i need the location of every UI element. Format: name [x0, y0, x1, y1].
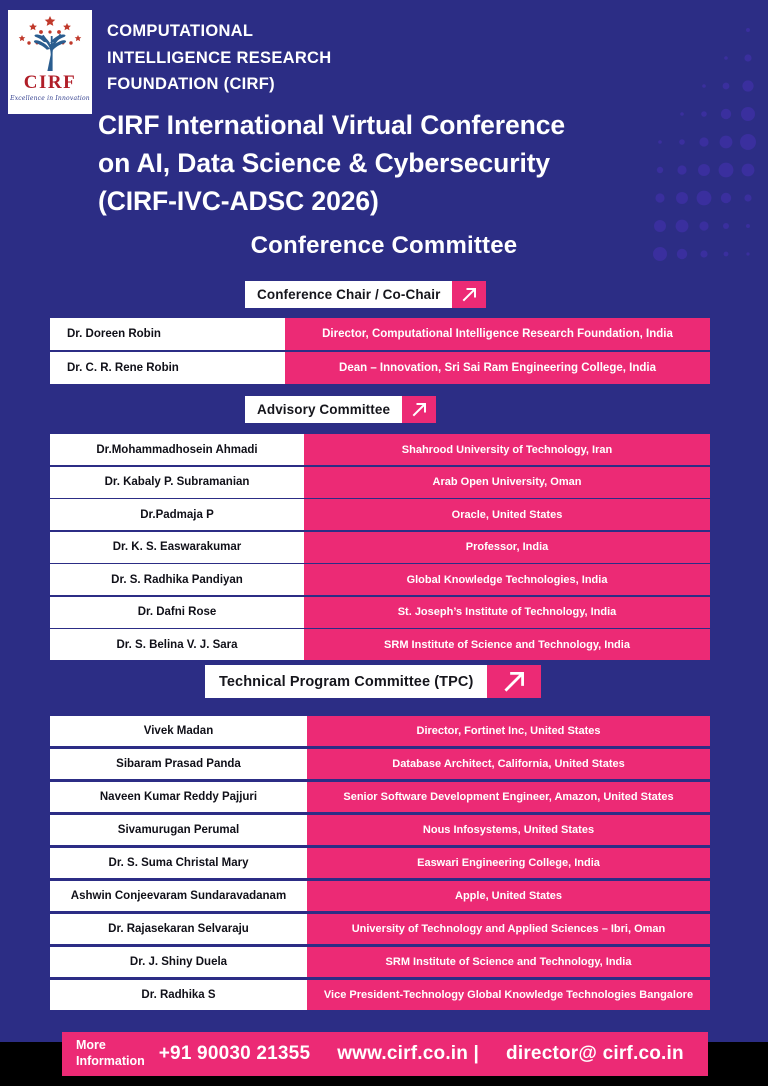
- member-affiliation: Director, Computational Intelligence Research Foundation, India: [285, 318, 710, 350]
- table-row: [50, 532, 710, 563]
- table-row: [50, 434, 710, 465]
- section-heading-label: Advisory Committee: [245, 396, 402, 423]
- member-name: Sibaram Prasad Panda: [50, 749, 307, 779]
- member-name: Ashwin Conjeevaram Sundaravadanam: [50, 881, 307, 911]
- member-name: Naveen Kumar Reddy Pajjuri: [50, 782, 307, 812]
- member-affiliation: Global Knowledge Technologies, India: [304, 564, 710, 595]
- member-affiliation: Professor, India: [304, 532, 710, 563]
- table-row: [50, 499, 710, 530]
- table-row: [50, 629, 710, 660]
- member-name: Dr.Padmaja P: [50, 499, 304, 530]
- cirf-logo: [8, 10, 92, 114]
- section-heading-label: Technical Program Committee (TPC): [205, 665, 487, 698]
- member-name: Dr. Doreen Robin: [50, 318, 285, 350]
- logo-tagline: Excellence in Innovation: [10, 95, 90, 102]
- table-row: [50, 597, 710, 628]
- member-affiliation: University of Technology and Applied Sciences – Ibri, Oman: [307, 914, 710, 944]
- table-row: [50, 980, 710, 1010]
- member-name: Dr. J. Shiny Duela: [50, 947, 307, 977]
- member-name: Dr. S. Radhika Pandiyan: [50, 564, 304, 595]
- member-affiliation: Apple, United States: [307, 881, 710, 911]
- logo-wordmark: CIRF: [23, 72, 77, 93]
- org-line-1: COMPUTATIONAL: [107, 22, 254, 40]
- more-information-label: [76, 1038, 145, 1069]
- more-line-2: Information: [76, 1054, 145, 1068]
- arrow-up-right-icon: [487, 665, 541, 698]
- member-affiliation: Nous Infosystems, United States: [307, 815, 710, 845]
- table-row: [50, 947, 710, 977]
- section-heading-label: Conference Chair / Co-Chair: [245, 281, 452, 308]
- section-header-advisory: [245, 396, 436, 423]
- arrow-up-right-icon: [402, 396, 436, 423]
- advisory-member-list: [50, 434, 710, 662]
- member-affiliation: SRM Institute of Science and Technology, India: [304, 629, 710, 660]
- table-row: [50, 564, 710, 595]
- table-row: [50, 716, 710, 746]
- email-link[interactable]: director@ cirf.co.in: [506, 1043, 684, 1064]
- section-header-tpc: [205, 665, 541, 698]
- title-line-1: CIRF International Virtual Conference: [98, 110, 565, 140]
- member-name: Vivek Madan: [50, 716, 307, 746]
- title-line-3: (CIRF-IVC-ADSC 2026): [98, 186, 379, 217]
- member-name: Dr. S. Suma Christal Mary: [50, 848, 307, 878]
- member-name: Dr. K. S. Easwarakumar: [50, 532, 304, 563]
- member-name: Dr. S. Belina V. J. Sara: [50, 629, 304, 660]
- org-line-3: FOUNDATION (CIRF): [107, 75, 275, 94]
- page-title: Conference Committee: [250, 232, 518, 259]
- table-row: [50, 782, 710, 812]
- arrow-up-right-icon: [452, 281, 486, 308]
- member-affiliation: Vice President-Technology Global Knowledge Technologies Bangalore: [307, 980, 710, 1010]
- member-name: Dr. Radhika S: [50, 980, 307, 1010]
- member-affiliation: Senior Software Development Engineer, Amazon, United States: [307, 782, 710, 812]
- table-row: [50, 815, 710, 845]
- member-affiliation: SRM Institute of Science and Technology, India: [307, 947, 710, 977]
- member-affiliation: Oracle, United States: [304, 499, 710, 530]
- tree-logo-icon: [13, 13, 87, 75]
- member-affiliation: Shahrood University of Technology, Iran: [304, 434, 710, 465]
- member-affiliation: St. Joseph’s Institute of Technology, India: [304, 597, 710, 628]
- member-name: Dr. C. R. Rene Robin: [50, 352, 285, 384]
- organisation-name: [107, 18, 331, 98]
- member-name: Dr. Kabaly P. Subramanian: [50, 467, 304, 498]
- more-line-1: More: [76, 1038, 106, 1053]
- member-affiliation: Database Architect, California, United States: [307, 749, 710, 779]
- member-affiliation: Director, Fortinet Inc, United States: [307, 716, 710, 746]
- table-row: [50, 848, 710, 878]
- website-link[interactable]: www.cirf.co.in |: [337, 1043, 480, 1064]
- contact-footer-bar: [62, 1032, 708, 1076]
- member-name: Sivamurugan Perumal: [50, 815, 307, 845]
- table-row: [50, 352, 710, 384]
- conference-title: [98, 106, 698, 220]
- contact-details: [159, 1043, 684, 1065]
- member-affiliation: Dean – Innovation, Sri Sai Ram Engineering College, India: [285, 352, 710, 384]
- chair-member-list: [50, 318, 710, 386]
- table-row: [50, 881, 710, 911]
- table-row: [50, 749, 710, 779]
- section-header-chair: [245, 281, 486, 308]
- org-line-2: INTELLIGENCE RESEARCH: [107, 48, 332, 67]
- phone-number[interactable]: +91 90030 21355: [158, 1043, 311, 1064]
- title-line-2: on AI, Data Science & Cybersecurity: [98, 148, 551, 179]
- table-row: [50, 318, 710, 350]
- table-row: [50, 467, 710, 498]
- member-affiliation: Easwari Engineering College, India: [307, 848, 710, 878]
- tpc-member-list: [50, 716, 710, 1013]
- member-name: Dr.Mohammadhosein Ahmadi: [50, 434, 304, 465]
- table-row: [50, 914, 710, 944]
- member-affiliation: Arab Open University, Oman: [304, 467, 710, 498]
- member-name: Dr. Rajasekaran Selvaraju: [50, 914, 307, 944]
- member-name: Dr. Dafni Rose: [50, 597, 304, 628]
